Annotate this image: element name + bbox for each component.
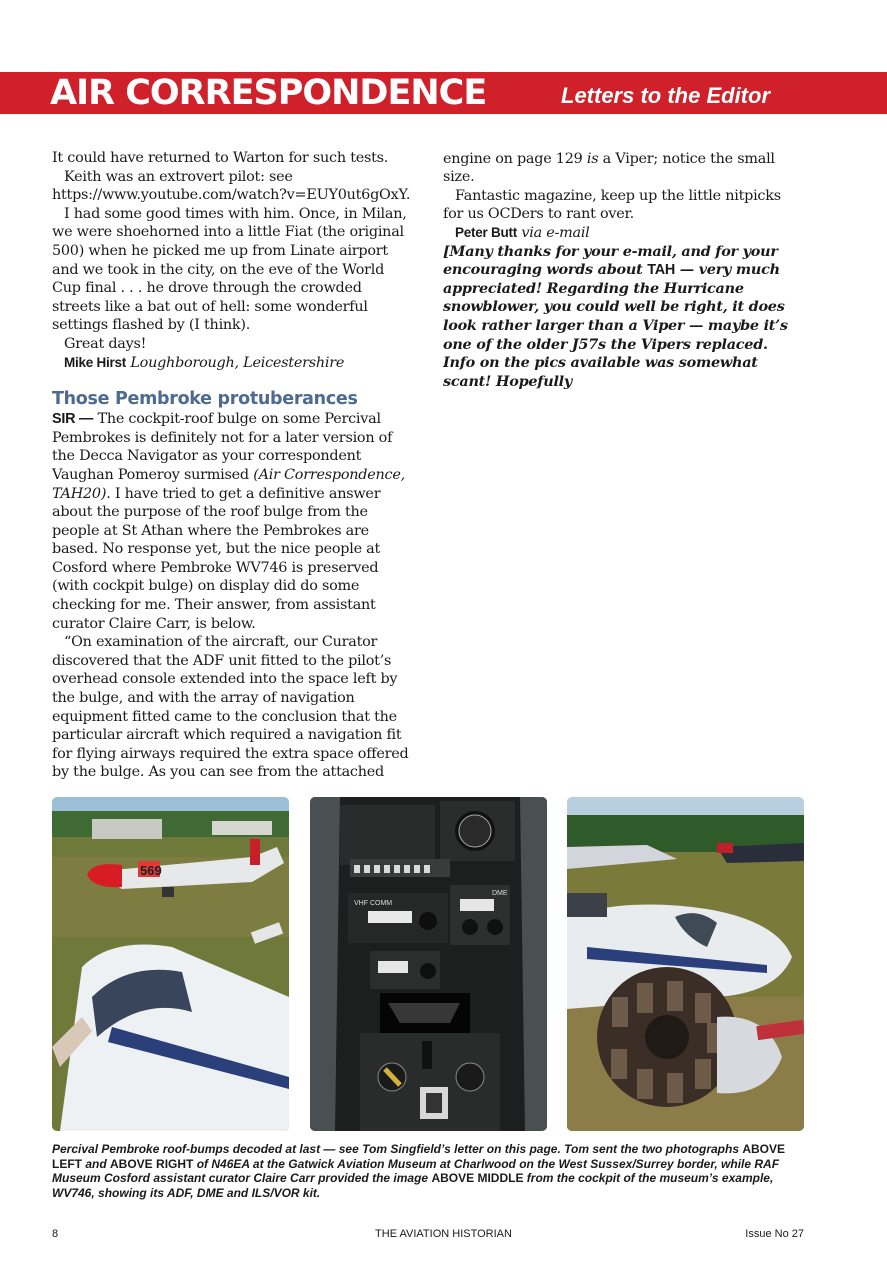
- section-subtitle: Letters to the Editor: [561, 83, 771, 108]
- letter-heading: Those Pembroke protuberances: [52, 389, 358, 410]
- left-column: [52, 149, 412, 779]
- text-run: The cockpit-roof bulge on some Percival Pembrokes is definitely not for a later version of the Decca Navigator as your correspondent Vaughan Pomeroy surmised: [52, 411, 393, 483]
- aircraft-photo-left: [52, 797, 289, 1131]
- signature-place: via e-mail: [521, 225, 590, 241]
- text-run: . I have tried to get a definitive answer about the purpose of the roof bulge from the people at St Athan where the Pembrokes are based. No response yet, but the nice people at Cosford where Pembroke WV746 is preserved (with cockpit bulge) on display did do some checking for me. Their answer, from assistant curator Claire Carr, is below.: [52, 485, 381, 632]
- caption-text: of N46EA at the Gatwick Aviation Museum at Charlwood on the West Sussex/Surrey border, while RAF Museum Cosford assistant curator Claire Carr provided the image: [52, 1156, 780, 1186]
- caption-ref: ABOVE RIGHT: [110, 1156, 194, 1171]
- vhf-comm-label: VHF COMM: [354, 900, 393, 907]
- magazine-name: THE AVIATION HISTORIAN: [375, 1228, 512, 1240]
- caption-text: and: [82, 1156, 111, 1171]
- aircraft-marking: 569: [140, 863, 162, 878]
- page-number: 8: [52, 1228, 59, 1240]
- text-run: — very much appreciated! Regarding the Hurricane snowblower, you could well be right, it does look rather larger than a Viper — maybe it’s one of the older J57s the Vipers replaced. Info on the pics available was somewhat scant! Hopefully: [443, 261, 788, 390]
- paragraph: [443, 149, 803, 187]
- caption-text: from the cockpit of the museum’s example, WV746, showing its ADF, DME and ILS/VOR kit.: [52, 1171, 774, 1200]
- text-run: TAH: [647, 262, 676, 279]
- caption-text: Percival Pembroke roof-bumps decoded at last — see Tom Singfield’s letter on this page. Tom sent the two photographs: [52, 1142, 743, 1156]
- photo-above-left: [52, 797, 289, 1131]
- dme-label: DME: [492, 890, 508, 897]
- reference: (Air Correspondence, TAH20): [52, 466, 405, 502]
- signature: [52, 354, 412, 373]
- salutation: SIR —: [52, 411, 94, 428]
- signature-name: Mike Hirst: [64, 354, 127, 370]
- issue-number: Issue No 27: [745, 1228, 804, 1240]
- caption-ref: ABOVE LEFT: [52, 1142, 786, 1171]
- paragraph: Fantastic magazine, keep up the little nitpicks for us OCDers to rant over.: [443, 187, 781, 223]
- cockpit-photo: [310, 797, 547, 1131]
- signature-name: Peter Butt: [455, 225, 518, 240]
- aircraft-photo-right: [567, 797, 804, 1131]
- photo-caption: [52, 1142, 804, 1200]
- right-column: [443, 149, 803, 779]
- signature: [443, 224, 803, 243]
- section-banner: [0, 72, 887, 114]
- paragraph: It could have returned to Warton for such tests.: [52, 150, 389, 166]
- paragraph: [52, 410, 412, 633]
- photo-above-right: [567, 797, 804, 1131]
- signature-place: Loughborough, Leicestershire: [130, 354, 345, 371]
- caption-ref: ABOVE MIDDLE: [431, 1171, 524, 1186]
- section-title: AIR CORRESPONDENCE: [50, 73, 487, 113]
- text-run: engine on page 129: [443, 150, 583, 167]
- paragraph: “On examination of the aircraft, our Curator discovered that the ADF unit fitted to the pilot’s overhead console extended into the space left by the bulge, and with the array of navigation equipment fitted came to the conclusion that the particular aircraft which required a navigation fit for flying airways required the extra space offered by the bulge. As you can see from the attached: [52, 634, 409, 779]
- paragraph: Keith was an extrovert pilot: see https://www.youtube.com/watch?v=EUY0ut6gOxY.: [52, 168, 411, 204]
- text-run: a Viper; notice the small size.: [443, 150, 775, 186]
- paragraph: I had some good times with him. Once, in Milan, we were shoehorned into a little Fiat (the original 500) when he picked me up from Linate airport and we took in the city, on the eve of the World Cup final . . . he drove through the crowded streets like a bat out of hell: some wonderful settings flashed by (I think).: [52, 205, 407, 334]
- photo-above-middle: [310, 797, 547, 1131]
- editor-reply: [443, 243, 803, 392]
- paragraph: Great days!: [64, 335, 147, 352]
- emphasis: is: [586, 150, 599, 167]
- text-run: [Many thanks for your e-mail, and for your encouraging words about: [443, 242, 778, 279]
